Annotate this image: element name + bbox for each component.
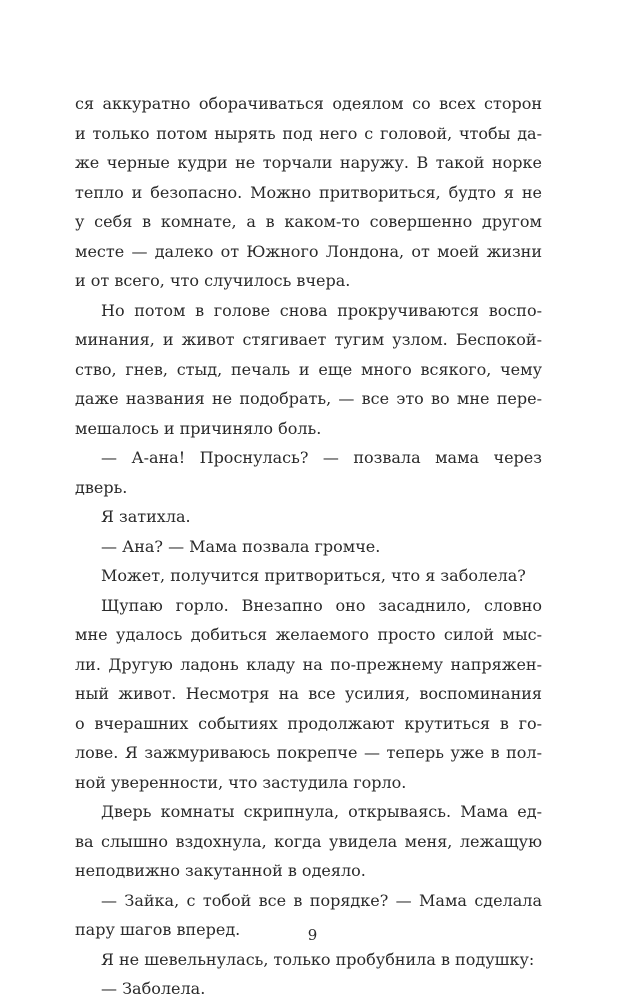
text-line: Но потом в голове снова прокручиваются воспо- xyxy=(101,300,542,320)
text-line: мне удалось добиться желаемого просто силой мыс- xyxy=(75,625,542,644)
text-line: ный живот. Несмотря на все усилия, воспоминания xyxy=(75,684,542,703)
text-line: — Зайка, с тобой все в порядке? — Мама сделала xyxy=(101,890,542,910)
text-line: Я затихла. xyxy=(101,507,191,526)
text-line: ство, гнев, стыд, печаль и еще много всякого, чему xyxy=(75,359,542,379)
text-line: ся аккуратно оборачиваться одеялом со всех сторон xyxy=(75,94,542,113)
text-line: ли. Другую ладонь кладу на по-прежнему напряжен- xyxy=(75,654,542,674)
text-line: о вчерашних событиях продолжают крутиться в го- xyxy=(75,713,542,733)
text-line: — Ана? — Мама позвала громче. xyxy=(101,536,381,556)
body-text xyxy=(75,89,542,1004)
text-line: и только потом нырять под него с головой, чтобы да- xyxy=(75,123,542,143)
text-line: Я не шевельнулась, только пробубнила в подушку: xyxy=(101,949,535,969)
text-line: ной уверенности, что застудила горло. xyxy=(75,772,407,792)
text-line: ва слышно вздохнула, когда увидела меня, лежащую xyxy=(75,831,542,851)
text-line: даже названия не подобрать, — все это во мне пере- xyxy=(75,389,542,408)
text-line: же черные кудри не торчали наружу. В такой норке xyxy=(75,153,542,172)
text-line: тепло и безопасно. Можно притвориться, будто я не xyxy=(75,182,542,202)
text-line: минания, и живот стягивает тугим узлом. Беспокой- xyxy=(75,330,542,349)
page-number: 9 xyxy=(307,926,318,944)
text-line: и от всего, что случилось вчера. xyxy=(75,271,351,290)
text-line: Может, получится притвориться, что я заболела? xyxy=(101,566,526,585)
text-line: пару шагов вперед. xyxy=(75,920,241,939)
text-line: — Заболела. xyxy=(101,979,206,998)
text-line: Щупаю горло. Внезапно оно засаднило, словно xyxy=(101,595,542,615)
text-line: дверь. xyxy=(75,477,128,497)
text-line: — А-ана! Проснулась? — позвала мама через xyxy=(101,448,542,467)
text-line: мешалось и причиняло боль. xyxy=(75,418,322,438)
text-line: лове. Я зажмуриваюсь покрепче — теперь уже в пол- xyxy=(75,743,542,762)
text-line: у себя в комнате, а в каком-то совершенно другом xyxy=(75,212,542,231)
text-line: месте — далеко от Южного Лондона, от моей жизни xyxy=(75,241,542,261)
text-line: Дверь комнаты скрипнула, открываясь. Мама ед- xyxy=(101,802,542,821)
text-line: неподвижно закутанной в одеяло. xyxy=(75,861,366,880)
